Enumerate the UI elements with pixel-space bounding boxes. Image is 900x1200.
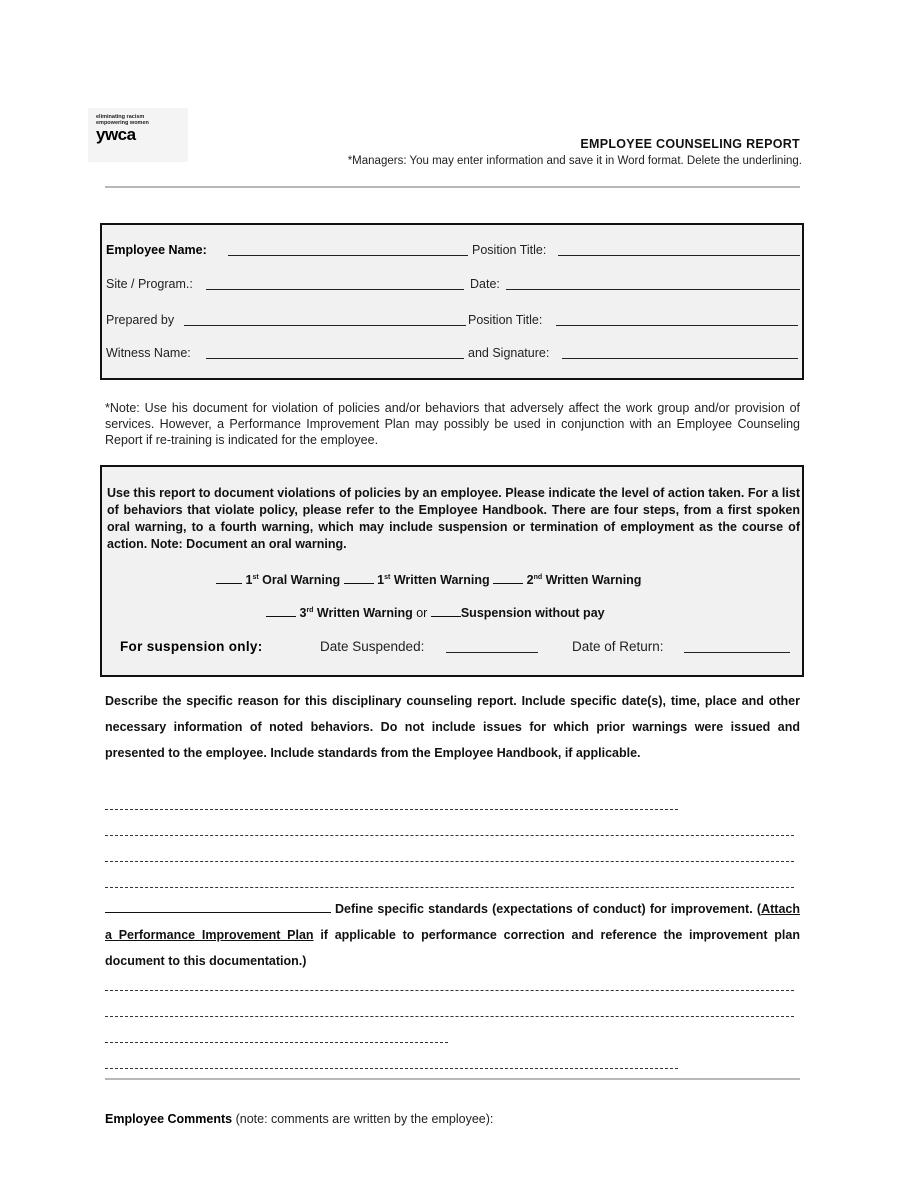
site-program-label: Site / Program.: xyxy=(106,277,193,291)
page-title: EMPLOYEE COUNSELING REPORT xyxy=(580,137,800,151)
prepared-by-field[interactable] xyxy=(184,314,466,326)
site-program-field[interactable] xyxy=(206,278,464,290)
position-title-label-2: Position Title: xyxy=(468,313,543,327)
first-oral-warning-blank[interactable] xyxy=(216,573,242,584)
witness-name-label: Witness Name: xyxy=(106,346,191,360)
define-text-2: if applicable to performance correction and reference the improvement plan document to this documentation.) xyxy=(105,928,800,968)
date-field[interactable] xyxy=(506,278,800,290)
warning-row-1 xyxy=(216,573,641,587)
section-divider xyxy=(105,1078,800,1080)
define-text-1: Define specific standards (expectations of conduct) for improvement. xyxy=(335,902,753,916)
page-subtitle: *Managers: You may enter information and save it in Word format. Delete the underlining. xyxy=(347,155,802,167)
prepared-by-label: Prepared by xyxy=(106,313,175,327)
reason-line-4[interactable] xyxy=(105,887,794,889)
logo-tagline-1: eliminating racism xyxy=(96,114,145,120)
attach-pip-link[interactable]: Attach a Performance Improvement Plan xyxy=(105,902,800,942)
third-written-sup: rd xyxy=(306,606,314,614)
date-suspended-label: Date Suspended: xyxy=(320,639,425,654)
signature-label: and Signature: xyxy=(468,346,550,360)
first-written-sup: st xyxy=(384,573,391,581)
ywca-logo xyxy=(88,108,188,162)
define-standards xyxy=(105,896,800,974)
or-text: or xyxy=(416,606,428,620)
third-written-label: Written Warning xyxy=(316,606,413,620)
date-label: Date: xyxy=(470,277,500,291)
second-written-sup: nd xyxy=(533,573,543,581)
signature-field[interactable] xyxy=(562,347,798,359)
logo-tagline-2: empowering women xyxy=(96,120,149,126)
employee-info-box xyxy=(100,223,804,380)
open-paren: ( xyxy=(756,902,762,916)
employee-comments-note: (note: comments are written by the employee): xyxy=(235,1112,494,1126)
date-return-label: Date of Return: xyxy=(572,639,664,654)
first-written-warning-blank[interactable] xyxy=(344,573,374,584)
reason-line-1[interactable] xyxy=(105,809,678,811)
employee-name-label: Employee Name: xyxy=(106,243,207,257)
warning-level-box xyxy=(100,465,804,677)
employee-comments xyxy=(105,1112,493,1126)
position-title-field-1[interactable] xyxy=(558,244,800,256)
second-written-num: 2 xyxy=(526,573,534,587)
header-divider xyxy=(105,186,800,188)
first-written-label: Written Warning xyxy=(393,573,490,587)
position-title-label-1: Position Title: xyxy=(472,243,547,257)
usage-note: *Note: Use his document for violation of policies and/or behaviors that adversely affect the work group and/or provision of services. However, a Performance Improvement Plan may possibly be used in conjunction with an Employee Counseling Report if re-training is indicated for the employee. xyxy=(105,401,800,447)
first-oral-label: Oral Warning xyxy=(262,573,341,587)
reason-line-3[interactable] xyxy=(105,861,794,863)
employee-comments-label: Employee Comments xyxy=(105,1112,233,1126)
warning-row-2 xyxy=(266,606,605,620)
witness-name-field[interactable] xyxy=(206,347,464,359)
first-oral-num: 1 xyxy=(245,573,253,587)
first-written-num: 1 xyxy=(377,573,385,587)
second-written-label: Written Warning xyxy=(545,573,642,587)
define-standards-blank[interactable] xyxy=(105,902,331,913)
suspension-label: Suspension without pay xyxy=(460,606,605,620)
second-written-warning-blank[interactable] xyxy=(493,573,523,584)
describe-instructions: Describe the specific reason for this disciplinary counseling report. Include specific date(s), time, place and other necessary information of noted behaviors. Do not include issues for which prior warnings were issued and presented to the employee. Include standards from the Employee Handbook, if applicable. xyxy=(105,694,800,760)
standards-line-2[interactable] xyxy=(105,1016,794,1018)
position-title-field-2[interactable] xyxy=(556,314,798,326)
employee-name-field[interactable] xyxy=(228,244,468,256)
reason-line-2[interactable] xyxy=(105,835,794,837)
third-written-num: 3 xyxy=(299,606,307,620)
date-suspended-field[interactable] xyxy=(446,641,538,653)
first-oral-sup: st xyxy=(252,573,259,581)
third-written-warning-blank[interactable] xyxy=(266,606,296,617)
logo-name: ywca xyxy=(96,125,136,144)
standards-line-4[interactable] xyxy=(105,1068,678,1070)
standards-line-3[interactable] xyxy=(105,1042,448,1044)
suspension-only-label: For suspension only: xyxy=(120,639,263,654)
instructions-text: Use this report to document violations of policies by an employee. Please indicate the level of action taken. For a list of behaviors that violate policy, please refer to the Employee Handbook. There are four steps, from a first spoken oral warning, to a fourth warning, which may include suspension or termination of employment as the course of action. Note: Document an oral warning. xyxy=(107,486,800,551)
standards-line-1[interactable] xyxy=(105,990,794,992)
date-return-field[interactable] xyxy=(684,641,790,653)
suspension-blank[interactable] xyxy=(431,606,461,617)
